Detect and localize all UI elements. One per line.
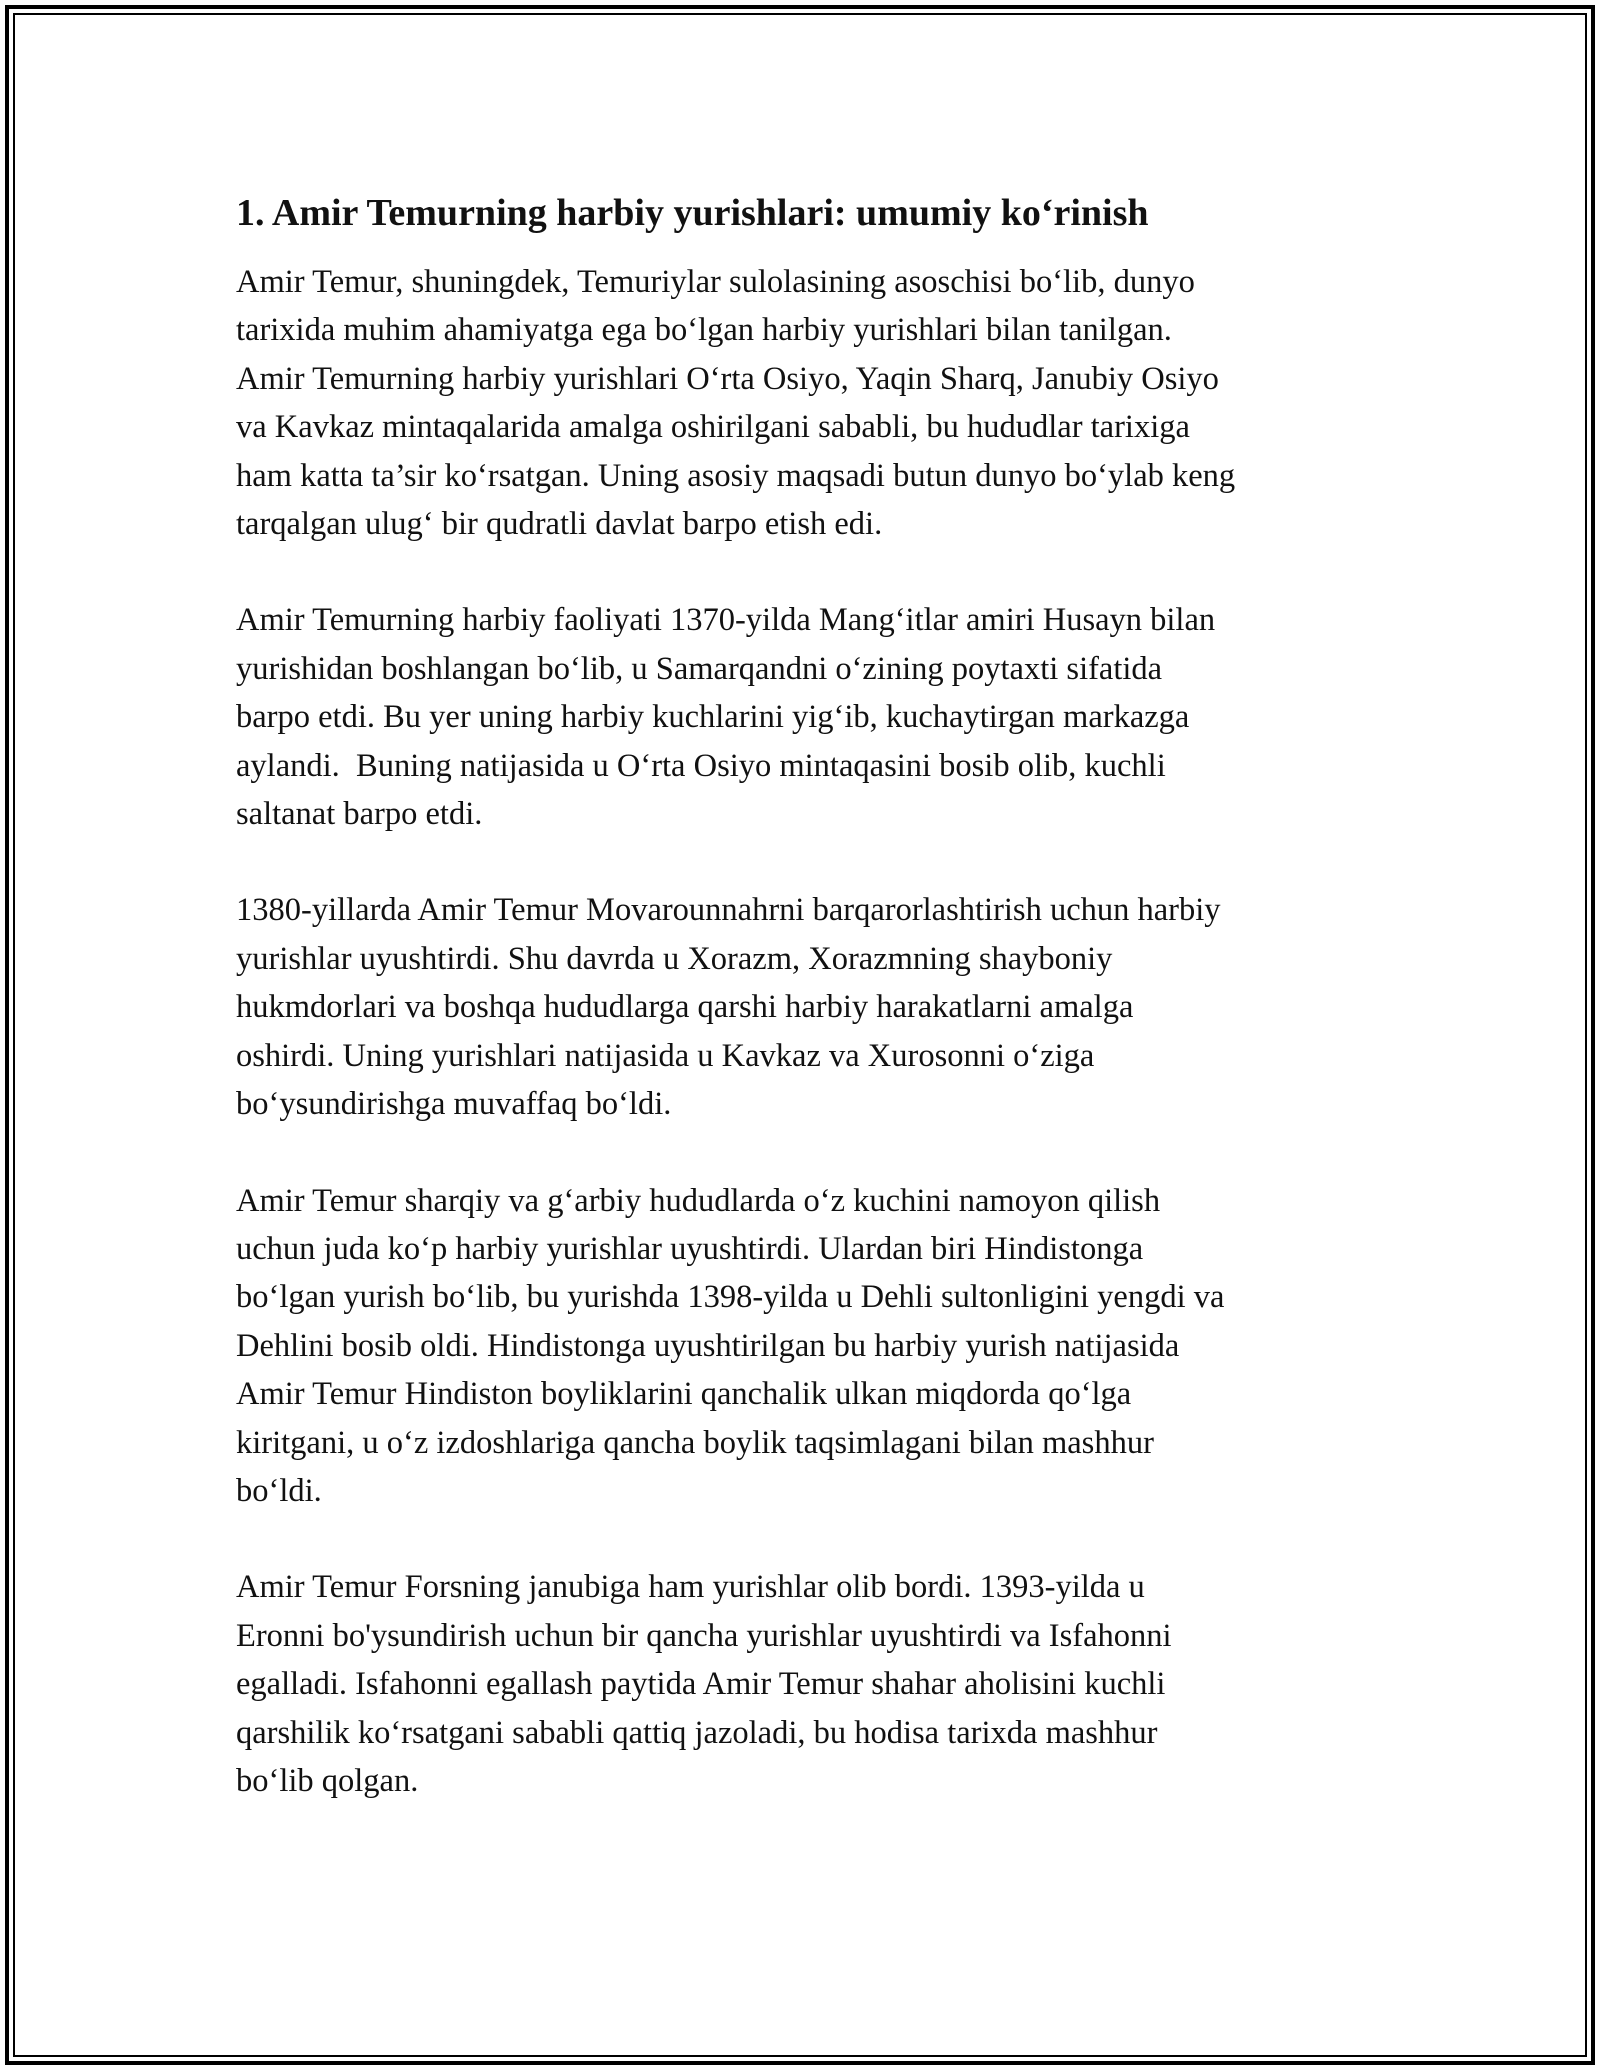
paragraph-line: ham katta ta’sir ko‘rsatgan. Uning asosiy maqsadi butun dunyo bo‘ylab keng bbox=[236, 457, 1236, 494]
paragraph-line: 1380-yillarda Amir Temur Movarounnahrni barqarorlashtirish uchun harbiy bbox=[236, 892, 1221, 929]
document-body bbox=[236, 186, 1376, 1853]
paragraph-line: Dehlini bosib oldi. Hindistonga uyushtirilgan bu harbiy yurish natijasida bbox=[236, 1327, 1180, 1364]
section-heading: 1. Amir Temurning harbiy yurishlari: umumiy ko‘rinish bbox=[236, 192, 1149, 234]
paragraph-line: bo‘lgan yurish bo‘lib, bu yurishda 1398-yilda u Dehli sultonligini yengdi va bbox=[236, 1279, 1225, 1316]
paragraph-5 bbox=[236, 1563, 1376, 1805]
paragraph-4 bbox=[236, 1177, 1376, 1516]
paragraph-line: Eronni bo'ysundirish uchun bir qancha yurishlar uyushtirdi va Isfahonni bbox=[236, 1617, 1172, 1654]
paragraph-line: barpo etdi. Bu yer uning harbiy kuchlarini yig‘ib, kuchaytirgan markazga bbox=[236, 699, 1190, 736]
paragraph-line: Amir Temur Hindiston boyliklarini qanchalik ulkan miqdorda qo‘lga bbox=[236, 1376, 1132, 1413]
paragraph-line: egalladi. Isfahonni egallash paytida Amir Temur shahar aholisini kuchli bbox=[236, 1666, 1166, 1703]
paragraph-1 bbox=[236, 258, 1376, 548]
paragraph-line: tarqalgan ulug‘ bir qudratli davlat barpo etish edi. bbox=[236, 506, 883, 543]
paragraph-2 bbox=[236, 596, 1376, 838]
paragraph-line: va Kavkaz mintaqalarida amalga oshirilgani sababli, bu hududlar tarixiga bbox=[236, 409, 1190, 446]
paragraph-line: bo‘ysundirishga muvaffaq bo‘ldi. bbox=[236, 1086, 672, 1123]
paragraph-line: kiritgani, u o‘z izdoshlariga qancha boylik taqsimlagani bilan mashhur bbox=[236, 1424, 1154, 1461]
paragraph-line: oshirdi. Uning yurishlari natijasida u Kavkaz va Xurosonni o‘ziga bbox=[236, 1037, 1095, 1074]
paragraph-line: Amir Temur sharqiy va g‘arbiy hududlarda o‘z kuchini namoyon qilish bbox=[236, 1182, 1161, 1219]
paragraph-line: Amir Temurning harbiy yurishlari O‘rta Osiyo, Yaqin Sharq, Janubiy Osiyo bbox=[236, 360, 1219, 397]
paragraph-line: hukmdorlari va boshqa hududlarga qarshi harbiy harakatlarni amalga bbox=[236, 989, 1134, 1026]
paragraph-3 bbox=[236, 886, 1376, 1128]
paragraph-line: Amir Temurning harbiy faoliyati 1370-yilda Mang‘itlar amiri Husayn bilan bbox=[236, 602, 1216, 639]
paragraph-line: bo‘lib qolgan. bbox=[236, 1762, 419, 1799]
paragraph-line: yurishidan boshlangan bo‘lib, u Samarqandni o‘zining poytaxti sifatida bbox=[236, 650, 1163, 687]
paragraph-line: Amir Temur Forsning janubiga ham yurishlar olib bordi. 1393-yilda u bbox=[236, 1569, 1145, 1606]
paragraph-line: uchun juda ko‘p harbiy yurishlar uyushtirdi. Ulardan biri Hindistonga bbox=[236, 1230, 1144, 1267]
paragraph-line: Amir Temur, shuningdek, Temuriylar sulolasining asoschisi bo‘lib, dunyo bbox=[236, 264, 1195, 300]
paragraph-line: bo‘ldi. bbox=[236, 1472, 322, 1509]
paragraph-line: saltanat barpo etdi. bbox=[236, 796, 483, 833]
paragraph-line: yurishlar uyushtirdi. Shu davrda u Xorazm, Xorazmning shayboniy bbox=[236, 940, 1113, 977]
paragraph-line: qarshilik ko‘rsatgani sababli qattiq jazoladi, bu hodisa tarixda mashhur bbox=[236, 1714, 1158, 1751]
paragraph-line: aylandi. Buning natijasida u O‘rta Osiyo mintaqasini bosib olib, kuchli bbox=[236, 747, 1166, 784]
paragraph-line: tarixida muhim ahamiyatga ega bo‘lgan harbiy yurishlari bilan tanilgan. bbox=[236, 312, 1172, 349]
